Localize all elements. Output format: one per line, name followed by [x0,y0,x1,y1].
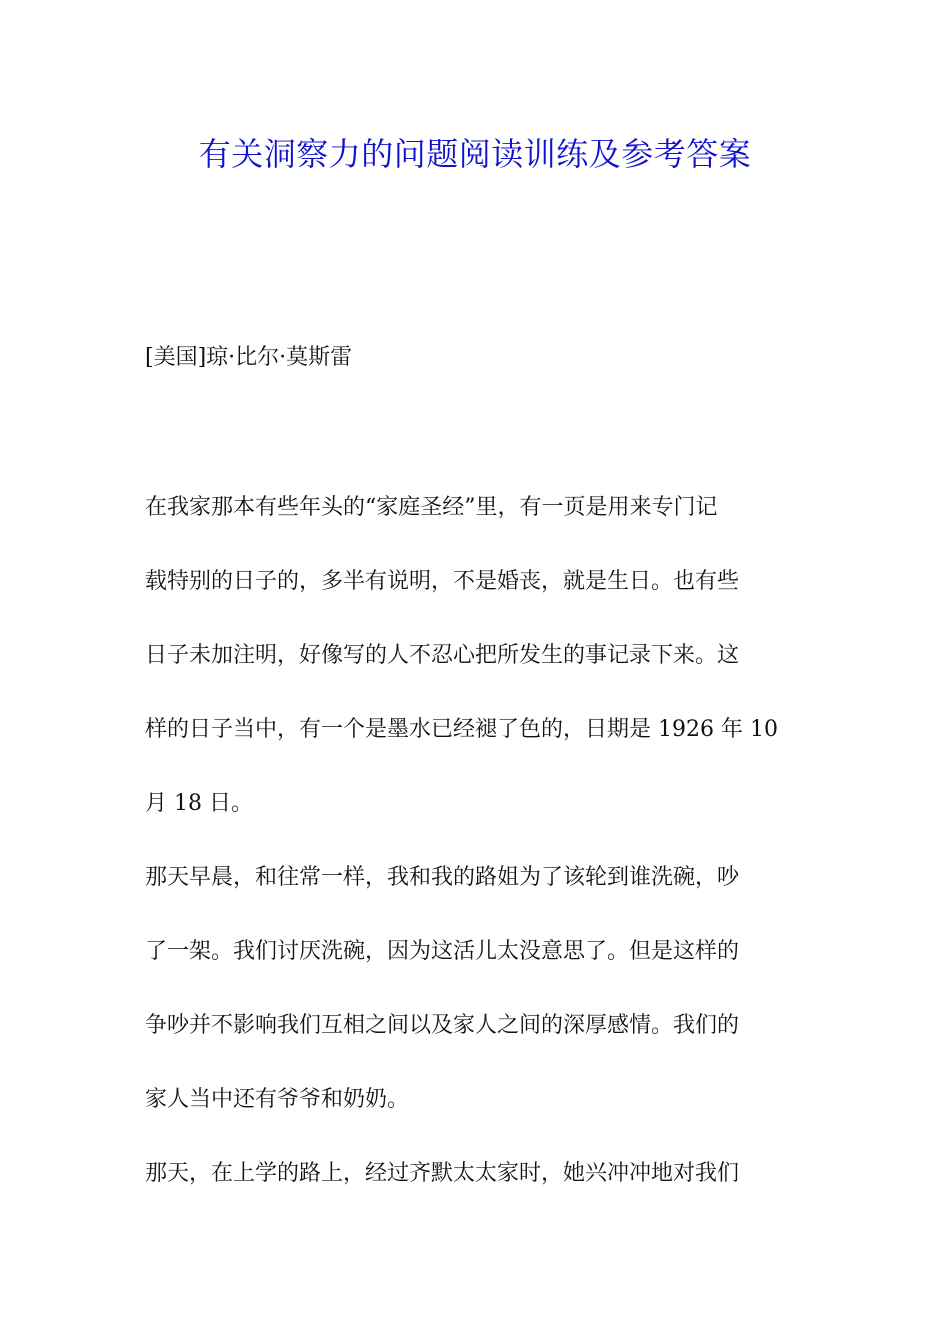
author-byline: [美国]琼·比尔·莫斯雷 [145,345,353,370]
text-line: 争吵并不影响我们互相之间以及家人之间的深厚感情。我们的 [145,1013,740,1038]
text-line: 载特别的日子的，多半有说明，不是婚丧，就是生日。也有些 [145,569,740,594]
text-line: 月 18 日。 [145,791,253,816]
document-title: 有关洞察力的问题阅读训练及参考答案 [198,135,752,173]
text-line: 家人当中还有爷爷和奶奶。 [145,1087,410,1112]
text-line: 那天早晨，和往常一样，我和我的路姐为了该轮到谁洗碗，吵 [145,865,740,890]
body-text [145,486,810,1226]
text-line: 了一架。我们讨厌洗碗，因为这活儿太没意思了。但是这样的 [145,939,740,964]
text-line: 那天，在上学的路上，经过齐默太太家时，她兴冲冲地对我们 [145,1161,740,1186]
text-line: 样的日子当中，有一个是墨水已经褪了色的，日期是 1926 年 10 [145,717,778,742]
text-line: 日子未加注明，好像写的人不忍心把所发生的事记录下来。这 [145,643,740,668]
text-line: 在我家那本有些年头的“家庭圣经”里，有一页是用来专门记 [145,495,718,520]
